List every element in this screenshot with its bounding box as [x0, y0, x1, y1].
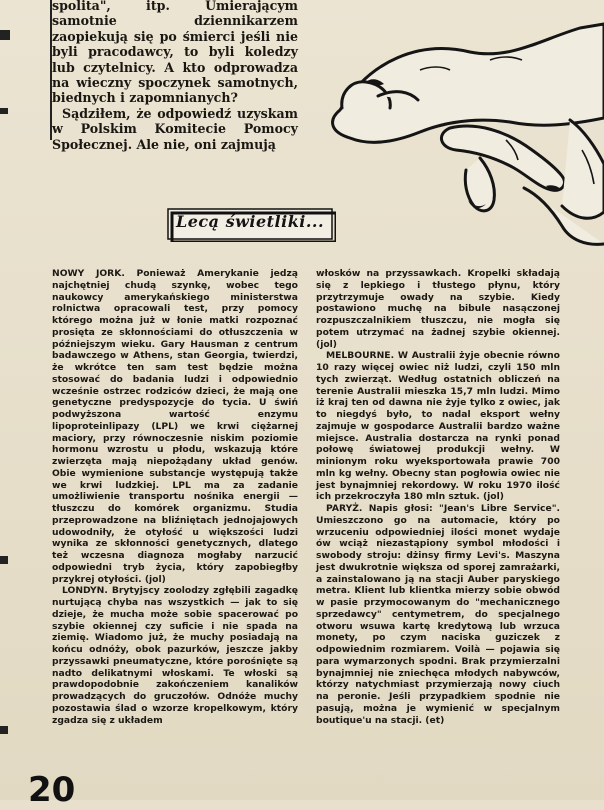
news-text: Napis głosi: "Jean's Libre Service". Umieszczono go na automacie, który po wrzuceniu odpowiedniej ilości monet wydaje ów wciąż niezastąpiony symbol młodości i swobody stroju: dżinsy firmy Levi's. Maszyna jest dwukrotnie większa od sporej zamrażarki, a zainstalowano ją na stacji Auber paryskiego metra. Klient lub klientka mierzy sobie obwód w pasie przymocowanym do "mechanicznego sprzedawcy" centymetrem, do specjalnego otworu wsuwa kartę kredytową lub wrzuca monety, po czym naciska guziczek z odpowiednim rozmiarem. Voilà — pojawia się para wymarzonych spodni. Brak przymierzalni bynajmniej nie zniechęca młodych nabywców, którzy natychmiast przymierzają nowy ciuch na peronie. Jeśli przypadkiem spodnie nie pasują, można je wymienić w specjalnym boutique'u na stacji. (et) [316, 503, 560, 726]
fingers-illustration [300, 0, 604, 262]
news-text: Ponieważ Amerykanie jedzą najchętniej chudą szynkę, wobec tego naukowcy amerykańskiego ministerstwa rolnictwa opracowali test, przy pomocy którego można już w łonie matki rozpoznać prosięta ze skłonnościami do otłuszczenia w późniejszym wieku. Gary Hausman z centrum badawczego w Athens, stan Georgia, twierdzi, że wkrótce ten sam test będzie można stosować do badania ludzi i odpowiednio wcześnie ostrzec rodziców dzieci, że mają one genetyczne predyspozycje do tycia. U świń podwyższona wartość enzymu lipoproteinlipazy (LPL) we krwi ciężarnej maciory, przy równoczesnie niskim poziomie hormonu wzrostu u płodu, wskazują które zwierzęta mają niepożądany układ genów. Obie wymienione substancje występują także we krwi ludzkiej. LPL ma za zadanie umożliwienie transportu nośnika energii — tłuszczu do komórek organizmu. Studia przeprowadzone na bliźniętach jednojajowych udowodniły, że otyłość u większości ludzi wynika ze skłonności genetycznych, dlatego też wczesna diagnoza mogłaby narzucić odpowiedni tryb życia, który zapobiegłby przykrej otyłości. (jol) [52, 268, 298, 585]
news-column-left [52, 268, 298, 726]
news-item [316, 503, 560, 726]
top-paragraph: Sądziłem, że odpowiedź uzyskam w Polskim Komitecie Pomocy Społecznej. Ale nie, oni zajmują [52, 105, 298, 152]
margin-mark [0, 108, 8, 114]
margin-mark [0, 556, 8, 564]
news-text: włosków na przyssawkach. Kropelki składają się z lepkiego i tłustego płynu, który przytrzymuje owady na szybie. Kiedy postawiono muchę na bibule nasączonej rozpuszczalnikiem tłuszczu, nie mogła się potem utrzymać na żadnej szybie okiennej. (jol) [316, 268, 560, 350]
news-item [316, 350, 560, 503]
dateline: MELBOURNE. [326, 350, 395, 362]
margin-mark [0, 726, 8, 734]
news-column-right [316, 268, 560, 726]
news-text: Brytyjscy zoolodzy zgłębili zagadkę nurtującą chyba nas wszystkich — jak to się dzieje, że mucha może sobie spacerować po szybie okiennej czy suficie i nie spada na ziemię. Wiadomo już, że muchy posiadają na końcu odnóży, obok pazurków, jeszcze jakby przyssawki pneumatyczne, które porośnięte są nadto delikatnymi włoskami. Te włoski są prawdopodobnie zakończeniem kanalików prowadzących do gruczołów. Odnóże muchy pozostawia ślad o wzorze kropelkowym, który zgadza się z układem [52, 585, 298, 726]
dateline: NOWY JORK. [52, 268, 125, 279]
news-item [316, 268, 560, 350]
dateline: PARYŻ. [326, 503, 363, 514]
news-item [52, 268, 298, 585]
top-paragraph: spolita", itp. Umierającym samotnie dziennikarzem zaopiekują się po śmierci jeśli nie byli pracodawcy, to byli koledzy lub czytelnicy. A kto odprowadza na wieczny spoczynek samotnych, biednych i zapomnianych? [52, 0, 298, 106]
margin-mark [0, 30, 10, 40]
dateline: LONDYN. [62, 585, 108, 597]
page-number: 20 [28, 770, 76, 810]
top-article-text [52, 0, 298, 152]
news-item [52, 585, 298, 726]
news-text: W Australii żyje obecnie równo 10 razy więcej owiec niż ludzi, czyli 150 mln tych zwierząt. Według ostatnich obliczeń na terenie Australii mieszka 15,7 mln ludzi. Mimo iż kraj ten od dawna nie żyje tylko z owiec, jak to niegdyś było, to nadal eksport wełny zajmuje w gospodarce Australii bardzo ważne miejsce. Australia dostarcza na rynki ponad połowę światowej produkcji wełny. W minionym roku wyeksportowała prawie 700 mln kg wełny. Obecny stan pogłowia owiec nie jest bynajmniej rekordowy. W roku 1970 ilość ich przekroczyła 180 mln sztuk. (jol) [316, 350, 560, 503]
section-heading: Lecą świetliki... [176, 212, 325, 231]
